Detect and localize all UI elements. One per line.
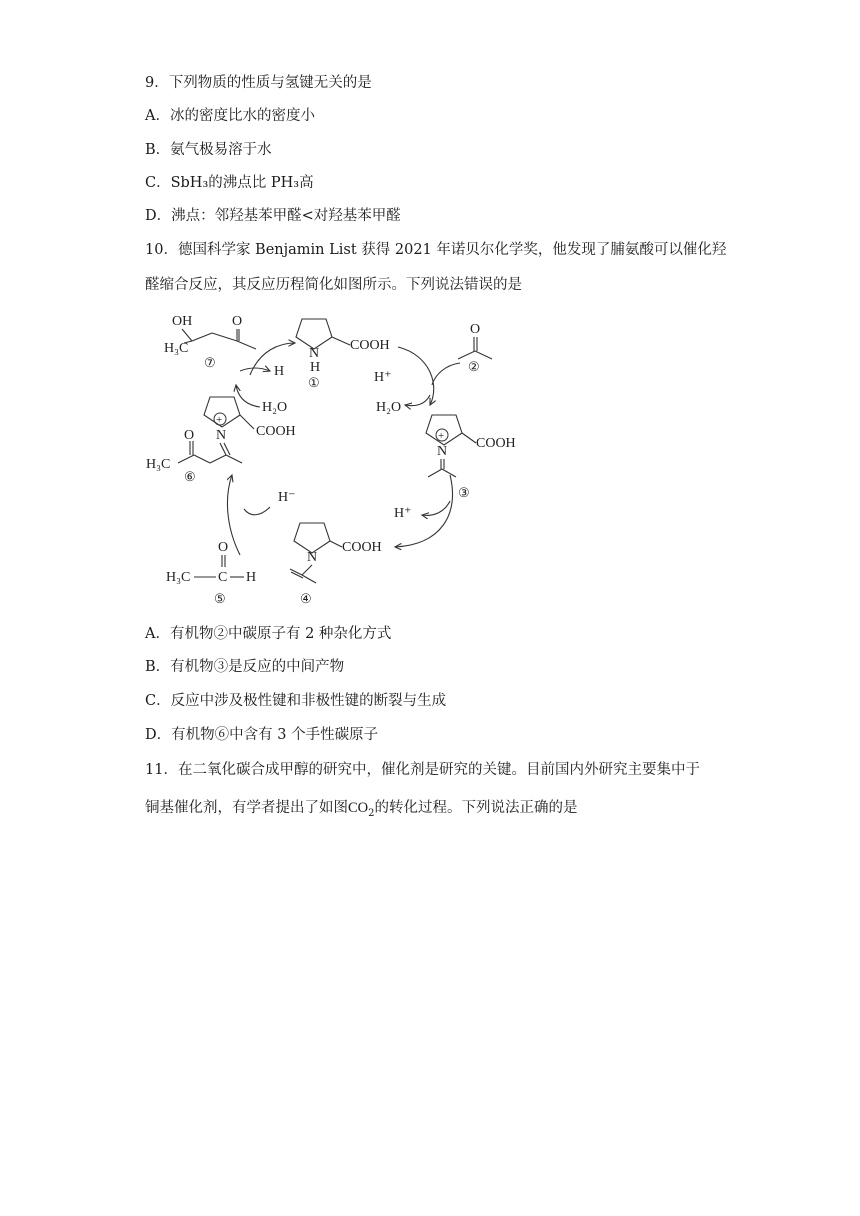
n-label-4: N [307, 550, 318, 565]
q9-stem: 9．下列物质的性质与氢键无关的是 [145, 75, 372, 91]
n-label-1: N [309, 346, 320, 361]
compound-2 [458, 322, 492, 374]
h2o-label-left: H₂O [262, 400, 288, 415]
reaction-cycle-diagram [140, 305, 560, 610]
o-label-6: O [184, 428, 195, 443]
compound-5 [166, 540, 256, 606]
co2-formula: CO [348, 800, 369, 816]
h-label-1: H [310, 360, 321, 375]
label-6: ⑥ [184, 469, 196, 484]
cooh-label-6: COOH [256, 424, 296, 439]
n-label-6: N [216, 428, 227, 443]
q9-option-d: D．沸点：邻羟基苯甲醛<对羟基苯甲醛 [145, 208, 401, 224]
h3c-label-5: H₃C [166, 570, 191, 585]
co2-subscript: 2 [368, 807, 375, 819]
q10-option-b: B．有机物③是反应的中间产物 [145, 659, 345, 675]
plus-label-3: + [438, 430, 445, 442]
q10-stem-line1: 10．德国科学家 Benjamin List 获得 2021 年诺贝尔化学奖，他发现了脯氨酸可以催化羟 [145, 242, 727, 258]
label-5: ⑤ [214, 591, 226, 606]
o-label-7: O [232, 314, 243, 329]
plus-label-6: + [216, 414, 223, 426]
h-plus-label-bottom: H⁺ [394, 506, 412, 521]
n-label-3: N [437, 444, 448, 459]
label-1: ① [308, 375, 320, 390]
h2o-label-right: H₂O [376, 400, 402, 415]
q11-stem-line2-c: 的转化过程。下列说法正确的是 [374, 800, 578, 816]
q9-option-c: C．SbH₃的沸点比 PH₃高 [145, 175, 314, 191]
h-label-5: H [246, 570, 257, 585]
h-label-left: H [274, 364, 285, 379]
label-3: ③ [458, 485, 470, 500]
cooh-label-4: COOH [342, 540, 382, 555]
label-2: ② [468, 359, 480, 374]
h-plus-label-top: H⁺ [374, 370, 392, 385]
cooh-label-3: COOH [476, 436, 516, 451]
label-7: ⑦ [204, 355, 216, 370]
q11-stem-line2-a: 铜基催化剂，有学者提出了如图 [145, 800, 348, 816]
q9-option-a: A．冰的密度比水的密度小 [145, 108, 315, 124]
q11-stem-line1: 11．在二氧化碳合成甲醇的研究中，催化剂是研究的关键。目前国内外研究主要集中于 [145, 762, 700, 778]
q10-option-d: D．有机物⑥中含有 3 个手性碳原子 [145, 727, 379, 743]
label-4: ④ [300, 591, 312, 606]
h-minus-label: H⁻ [278, 490, 296, 505]
cooh-label-1: COOH [350, 338, 390, 353]
q9-option-b: B．氨气极易溶于水 [145, 142, 272, 158]
q10-stem-line2: 醛缩合反应，其反应历程简化如图所示。下列说法错误的是 [145, 277, 522, 293]
q10-option-a: A．有机物②中碳原子有 2 种杂化方式 [145, 626, 392, 642]
oh-label: OH [172, 314, 193, 329]
compound-4 [290, 523, 382, 606]
c-label-5: C [218, 570, 228, 585]
compound-3 [426, 415, 516, 500]
h3c-label-7: H₃C [164, 341, 189, 356]
q10-option-c: C．反应中涉及极性键和非极性键的断裂与生成 [145, 693, 447, 709]
h3c-label-6: H₃C [146, 457, 171, 472]
q11-stem-line2 [145, 798, 578, 824]
o-label-5: O [218, 540, 229, 555]
compound-7 [164, 314, 256, 370]
o-label-2: O [470, 322, 481, 337]
